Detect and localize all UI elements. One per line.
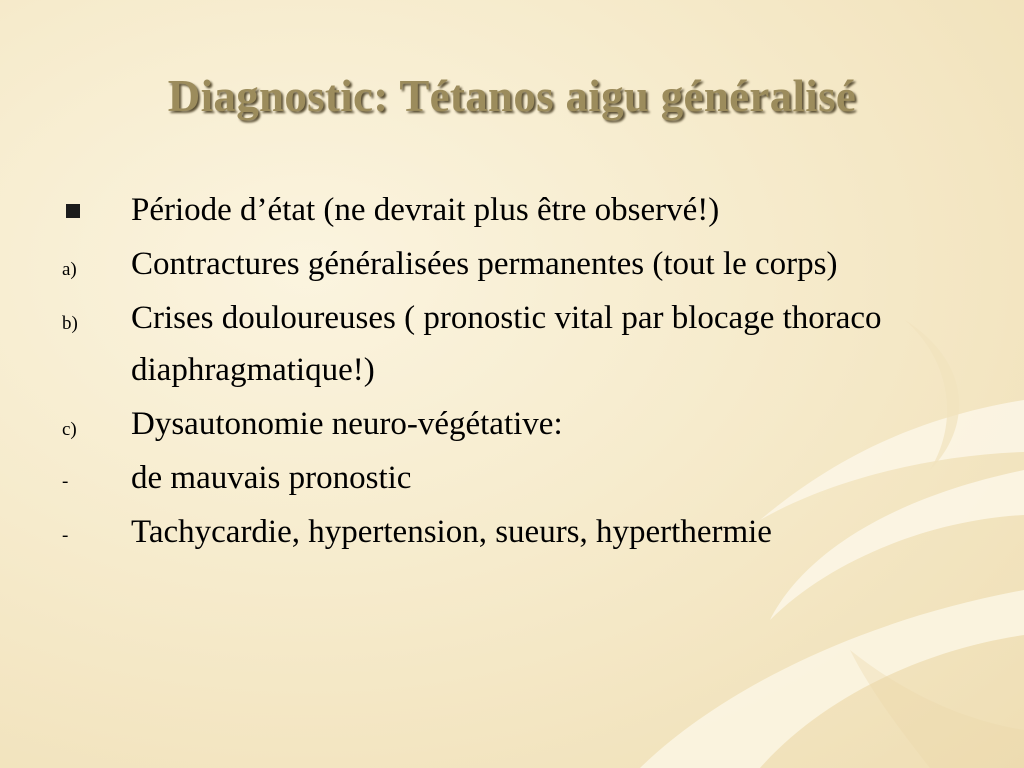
square-bullet-icon (66, 204, 80, 218)
list-marker: c) (62, 419, 77, 440)
bullet-list (0, 184, 1024, 560)
list-item (0, 506, 1024, 558)
list-item-text: Dysautonomie neuro-végétative: (131, 406, 563, 442)
list-item-text: Crises douloureuses ( pronostic vital par blocage thoraco diaphragmatique!) (131, 300, 882, 388)
list-marker: - (62, 525, 69, 546)
list-item-text: Période d’état (ne devrait plus être observé!) (131, 192, 720, 228)
list-item-text: Tachycardie, hypertension, sueurs, hyperthermie (131, 514, 772, 550)
slide-title: Diagnostic: Tétanos aigu généralisé (167, 71, 857, 121)
list-marker: a) (62, 259, 77, 280)
list-item (0, 398, 1024, 450)
list-item-text: de mauvais pronostic (131, 460, 412, 496)
list-marker: b) (62, 313, 78, 334)
list-item (0, 292, 1024, 396)
list-item (0, 184, 1024, 236)
list-item (0, 238, 1024, 290)
list-item-text: Contractures généralisées permanentes (tout le corps) (131, 246, 838, 282)
list-marker: - (62, 471, 69, 492)
list-item (0, 452, 1024, 504)
